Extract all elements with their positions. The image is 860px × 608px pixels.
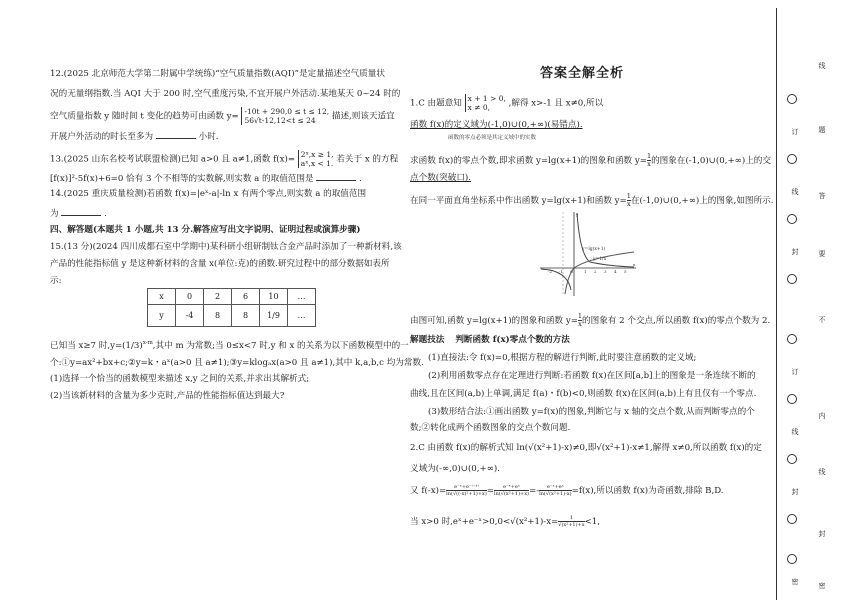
binding-hole <box>787 394 797 404</box>
a1-domain-note: 函数的零点必须是其定义域中的实数 <box>448 135 537 141</box>
margin-label: 密 <box>818 582 826 589</box>
binding-hole <box>787 334 797 344</box>
margin-label: 线 <box>818 468 826 475</box>
q15-line4: 已知当 x≥7 时$,y=(1/3)^{x-m}$,其中 m 为常数;当 0≤x<7 时,y 和 x 的关系为以下函数模型中的一 <box>50 340 409 351</box>
q15-line2: 产品的性能指标值 y 是这种新材料的含量 x(单位:克)的函数.研究过程中的部分数据如表所 <box>50 259 390 269</box>
q15-line3: 示: <box>50 276 62 286</box>
q14-line2: 为 . <box>50 206 107 220</box>
q13-line1: 13.(2025 山东名校考试联盟检测)已知 a>0 且 a≠1,函数 f(x)= 2ˣ,x ≥ 1, aˣ,x < 1. 若关于 x 的方程 <box>50 150 399 168</box>
q12-line4: 开展户外活动的时长至多为 小时. <box>50 129 219 143</box>
margin-label: 答 <box>818 192 826 199</box>
margin-label: 密 <box>791 578 799 585</box>
margin-label: 封 <box>818 530 826 537</box>
a1-line3: 求函数 f(x)的零点个数,即求函数 y=lg(x+1)的图象和函数 y= $\frac{1}{x}$ 的图象在(-1,0)∪(0,+∞)上的交 <box>410 152 771 168</box>
q15-line7: (2)当该新材料的含量为多少克时,产品的性能指标值达到最大? <box>50 391 285 401</box>
binding-hole <box>787 274 797 284</box>
answer-blank <box>61 206 101 216</box>
svg-text:2: 2 <box>594 269 597 274</box>
a1-line4: 点个数(突破口). <box>410 173 471 183</box>
a2-line3: 又 f(-x)= $\frac{\text{e⁻ˣ+e⁻⁽⁻ˣ⁾}}{\text{ln(√((-x)²+1)+x)}}$ = $\frac{\text{e⁻ˣ+eˣ}}{\text{ln(√(x²+1)+x)}}$ =- $\frac{\text{e⁻ˣ+eˣ}}{\text{ln(√(x²+1)-x)}}$ =f(x),所以函数 f(x)为奇函数,排除 B,D. <box>410 484 724 497</box>
table-row: x 0 2 6 10 … <box>148 289 316 305</box>
q13-line2: [f(x)]²-5f(x)+6=0 恰有 3 个不相等的实数解,则实数 a 的取值范围是 . <box>50 171 362 185</box>
q15-line5: 个:①y=ax²+bx+c;②y=k・aˣ(a>0 且 a≠1);③y=klogₐx(a>0 且 a≠1),其中 k,a,b,c 均为常数. <box>50 358 424 368</box>
table-row: y -4 8 8 1/9 … <box>148 305 316 327</box>
lg-label: y=lg(x+1) <box>582 247 606 252</box>
a1-system: x + 1 > 0, x ≠ 0, <box>465 94 506 112</box>
svg-text:4: 4 <box>614 269 617 274</box>
margin-label: 内 <box>818 412 826 419</box>
a1-line1: 1.C 由题意知 x + 1 > 0, x ≠ 0, ,解得 x>-1 且 x≠0,所以 <box>410 94 604 112</box>
section-four-heading: 四、解答题(本题共 1 小题,共 13 分.解答应写出文字说明、证明过程或演算步骤) <box>50 225 361 235</box>
q12-piecewise: -10t + 290,0 ≤ t ≤ 12, 56√t-12,12<t ≤ 24 <box>241 107 329 125</box>
a1-conclusion: 由图可知,函数 y=lg(x+1)的图象和函数 y= $\frac{1}{x}$ 的图象有 2 个交点,所以函数 f(x)的零点个数为 2. <box>410 312 771 328</box>
answer-title: 答案全解全析 <box>540 66 625 81</box>
a1-domain: 函数 f(x)的定义域为(-1,0)∪(0,+∞)(易错点). <box>410 120 583 130</box>
binding-hole <box>787 214 797 224</box>
svg-text:5: 5 <box>624 269 627 274</box>
binding-hole <box>787 554 797 564</box>
q15-line1: 15.(13 分)(2024 四川成都石室中学期中)某科研小组研制钛合金产品时添加了一种新材料,该 <box>50 242 402 252</box>
q12-line3: 空气质量指数 y 随时间 t 变化的趋势可由函数 y= -10t + 290,0 ≤ t ≤ 12, 56√t-12,12<t ≤ 24 描述,则该天适宜 <box>50 107 395 125</box>
tip-3b: 数;②转化成两个函数图象的交点个数问题. <box>410 423 571 433</box>
tip-2: (2)利用函数零点存在定理进行判断:若函数 f(x)在区间[a,b]上的图象是一条连续不断的 <box>428 371 756 381</box>
margin-label: 订 <box>791 368 799 375</box>
tip-3: (3)数形结合法:①画出函数 y=f(x)的图象,判断它与 x 轴的交点个数,从而判断零点的个 <box>428 407 755 417</box>
margin-label: 线 <box>791 188 799 195</box>
margin-label: 封 <box>791 488 799 495</box>
binding-line <box>776 8 777 600</box>
margin-label: 封 <box>791 248 799 255</box>
q12-line2: 况的无量纲指数.当 AQI 大于 200 时,空气重度污染,不宜开展户外活动.某地某天 0~24 时的 <box>50 89 401 99</box>
margin-label: 不 <box>818 316 826 323</box>
binding-hole <box>787 94 797 104</box>
binding-hole <box>787 454 797 464</box>
margin-label: 线 <box>791 428 799 435</box>
svg-text:O: O <box>570 269 574 274</box>
svg-text:y: y <box>576 212 579 217</box>
binding-hole <box>787 154 797 164</box>
q13-piecewise: 2ˣ,x ≥ 1, aˣ,x < 1. <box>298 150 334 168</box>
q14-line1: 14.(2025 重庆质量检测)若函数 f(x)=|eˣ-a|-ln x 有两个零点,则实数 a 的取值范围 <box>50 189 367 199</box>
a2-line1: 2.C 由函数 f(x)的解析式知 ln(√(x²+1)-x)≠0,即√(x²+1)-x≠1,解得 x≠0,所以函数 f(x)的定 <box>410 443 762 453</box>
tip-2b: 曲线,且在区间(a,b)上单调,满足 f(a)・f(b)<0,则函数 f(x)在区间(a,b)上有且仅有一个零点. <box>410 389 757 399</box>
a1-line5: 在同一平面直角坐标系中作出函数 y=lg(x+1)和函数 y= $\frac{1}{x}$ 在(-1,0)∪(0,+∞)上的图象,如图所示. <box>410 192 774 208</box>
q12-line1: 12.(2025 北京师范大学第二附属中学统练)“空气质量指数(AQI)”是定量描述空气质量状 <box>50 69 385 79</box>
margin-label: 题 <box>818 126 826 133</box>
margin-label: 线 <box>818 62 826 69</box>
svg-text:x: x <box>633 262 636 267</box>
svg-text:-2: -2 <box>548 269 552 274</box>
a2-line2: 义域为(-∞,0)∪(0,+∞). <box>410 464 500 474</box>
binding-hole <box>787 514 797 524</box>
answer-blank <box>156 129 196 139</box>
margin-label: 订 <box>791 128 799 135</box>
svg-text:3: 3 <box>604 269 607 274</box>
margin-label: 要 <box>818 250 826 257</box>
answer-blank <box>316 171 356 181</box>
recip-label: y=1/x <box>593 257 607 262</box>
tip-1: (1)直接法:令 f(x)=0,根据方程的解进行判断,此时要注意函数的定义域; <box>428 353 697 363</box>
q15-line6: (1)选择一个恰当的函数模型来描述 x,y 之间的关系,并求出其解析式; <box>50 374 310 384</box>
function-graph <box>538 210 638 298</box>
a2-line4: 当 x>0 时,eˣ+e⁻ˣ>0,0<√(x²+1)-x= $\frac{1}{\text{√(x²+1)+x}}$ <1, <box>410 515 600 528</box>
svg-text:1: 1 <box>584 269 587 274</box>
svg-text:-1: -1 <box>559 269 563 274</box>
data-table <box>147 288 316 327</box>
tip-heading: 解题技法 判断函数 f(x)零点个数的方法 <box>410 335 570 345</box>
